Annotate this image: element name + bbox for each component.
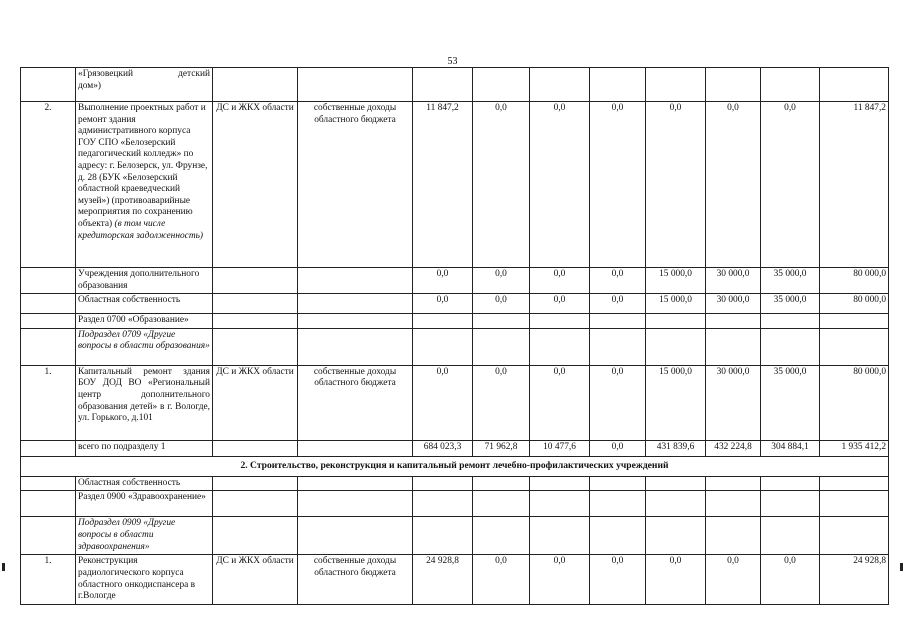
value-cell: 35 000,0 (761, 294, 820, 314)
row-name: Раздел 0900 «Здравоохранение» (76, 491, 213, 517)
value-cell: 0,0 (473, 294, 530, 314)
empty-cell (590, 328, 646, 365)
empty-cell (761, 328, 820, 365)
responsible-cell: ДС и ЖКХ области (213, 555, 298, 605)
empty-cell (590, 476, 646, 491)
value-cell: 0,0 (646, 555, 706, 605)
value-cell: 0,0 (706, 555, 761, 605)
empty-cell (413, 328, 473, 365)
empty-cell (646, 517, 706, 555)
empty-cell (706, 328, 761, 365)
empty-cell (413, 517, 473, 555)
empty-cell (213, 517, 298, 555)
source-cell (298, 268, 413, 294)
row-name: Подраздел 0709 «Другие вопросы в области образования» (76, 328, 213, 365)
table-row-capital-repair (21, 365, 889, 440)
value-cell: 684 023,3 (413, 440, 473, 456)
row-number: 1. (21, 555, 76, 605)
page-number: 53 (447, 56, 458, 67)
table-row-total (21, 440, 889, 456)
value-cell: 0,0 (413, 365, 473, 440)
empty-cell (298, 314, 413, 329)
value-cell (473, 68, 530, 102)
empty-cell (646, 491, 706, 517)
resp-cell (213, 294, 298, 314)
row-name-italic: (в том числе кредиторская задолженность) (78, 218, 203, 241)
empty-cell (646, 328, 706, 365)
row-name: всего по подразделу 1 (76, 440, 213, 456)
empty-cell (820, 476, 889, 491)
value-cell: 0,0 (530, 555, 590, 605)
row-name: Выполнение проектных работ и ремонт здания административного корпуса ГОУ СПО «Белозерский педагогический колледж» по адресу: г. Белозерск, ул. Фрунзе, д. 28 (БУК «Белозерский областной краеведческий музей») (противоаварийные мероприятия по сохранению объекта) (78, 103, 208, 229)
value-cell: 24 928,8 (413, 555, 473, 605)
empty-cell (213, 476, 298, 491)
table-row-section-0900 (21, 491, 889, 517)
value-cell: 0,0 (590, 294, 646, 314)
empty-cell (530, 517, 590, 555)
source-cell: собственные доходы областного бюджета (298, 555, 413, 605)
empty-cell (761, 491, 820, 517)
row-name: Областная собственность (76, 476, 213, 491)
row-name: Раздел 0700 «Образование» (76, 314, 213, 329)
value-cell: 80 000,0 (820, 365, 889, 440)
value-cell (761, 68, 820, 102)
name-cell (76, 102, 213, 268)
value-cell: 15 000,0 (646, 365, 706, 440)
empty-cell (590, 314, 646, 329)
value-cell: 0,0 (590, 268, 646, 294)
empty-cell (706, 476, 761, 491)
empty-cell (761, 517, 820, 555)
name-part: «Грязовецкий (78, 69, 133, 79)
responsible-cell: ДС и ЖКХ области (213, 102, 298, 268)
value-cell: 30 000,0 (706, 268, 761, 294)
value-cell: 0,0 (761, 555, 820, 605)
section-2-header-row (21, 456, 889, 476)
empty-cell (298, 517, 413, 555)
value-cell: 80 000,0 (820, 268, 889, 294)
empty-cell (530, 328, 590, 365)
source-cell: собственные доходы областного бюджета (298, 365, 413, 440)
num-cell (21, 476, 76, 491)
empty-cell (413, 476, 473, 491)
table-row-regional-property-2 (21, 476, 889, 491)
empty-cell (213, 328, 298, 365)
table-row-radiology (21, 555, 889, 605)
empty-cell (646, 314, 706, 329)
value-cell: 0,0 (590, 555, 646, 605)
empty-cell (646, 476, 706, 491)
value-cell: 0,0 (530, 268, 590, 294)
num-cell (21, 268, 76, 294)
empty-cell (530, 314, 590, 329)
empty-cell (530, 491, 590, 517)
scan-mark (2, 563, 5, 571)
value-cell: 0,0 (413, 268, 473, 294)
value-cell: 35 000,0 (761, 365, 820, 440)
empty-cell (820, 491, 889, 517)
value-cell: 30 000,0 (706, 365, 761, 440)
row-name: Областная собственность (76, 294, 213, 314)
table-row-subsection-0909 (21, 517, 889, 555)
empty-cell (473, 314, 530, 329)
value-cell (820, 68, 889, 102)
source-cell (298, 68, 413, 102)
empty-cell (213, 491, 298, 517)
scan-mark (900, 563, 903, 571)
table-row-institutions (21, 268, 889, 294)
value-cell: 304 884,1 (761, 440, 820, 456)
empty-cell (473, 491, 530, 517)
value-cell: 80 000,0 (820, 294, 889, 314)
value-cell (413, 68, 473, 102)
value-cell: 0,0 (590, 102, 646, 268)
empty-cell (590, 491, 646, 517)
source-cell: собственные доходы областного бюджета (298, 102, 413, 268)
num-cell (21, 491, 76, 517)
row-number: 1. (21, 365, 76, 440)
value-cell: 0,0 (590, 440, 646, 456)
table-row-subsection-0709 (21, 328, 889, 365)
value-cell: 0,0 (706, 102, 761, 268)
table-row-section-0700 (21, 314, 889, 329)
value-cell (530, 68, 590, 102)
source-cell (298, 440, 413, 456)
value-cell: 0,0 (473, 102, 530, 268)
value-cell: 0,0 (473, 365, 530, 440)
table-row-regional-property (21, 294, 889, 314)
value-cell: 15 000,0 (646, 294, 706, 314)
row-name: Реконструкция радиологического корпуса областного онкодиспансера в г.Вологде (76, 555, 213, 605)
responsible-cell: ДС и ЖКХ области (213, 365, 298, 440)
empty-cell (413, 314, 473, 329)
value-cell: 71 962,8 (473, 440, 530, 456)
num-cell (21, 440, 76, 456)
value-cell: 11 847,2 (413, 102, 473, 268)
row-name: Подраздел 0909 «Другие вопросы в области здравоохранения» (76, 517, 213, 555)
source-cell (298, 294, 413, 314)
empty-cell (213, 314, 298, 329)
value-cell (590, 68, 646, 102)
row-number: 2. (21, 102, 76, 268)
section-title: 2. Строительство, реконструкция и капитальный ремонт лечебно-профилактических учреждений (21, 456, 889, 476)
resp-cell (213, 268, 298, 294)
value-cell: 0,0 (646, 102, 706, 268)
empty-cell (706, 491, 761, 517)
value-cell: 432 224,8 (706, 440, 761, 456)
value-cell: 0,0 (590, 365, 646, 440)
empty-cell (413, 491, 473, 517)
value-cell (706, 68, 761, 102)
value-cell: 24 928,8 (820, 555, 889, 605)
num-cell (21, 328, 76, 365)
empty-cell (820, 328, 889, 365)
num-cell (21, 314, 76, 329)
empty-cell (298, 491, 413, 517)
empty-cell (706, 314, 761, 329)
empty-cell (820, 517, 889, 555)
row-name: Капитальный ремонт здания БОУ ДОД ВО «Региональный центр дополнительного образования детей» в г. Вологде, ул. Горького, д.101 (76, 365, 213, 440)
empty-cell (298, 328, 413, 365)
value-cell (646, 68, 706, 102)
value-cell: 0,0 (530, 102, 590, 268)
name-cell (76, 68, 213, 102)
empty-cell (298, 476, 413, 491)
value-cell: 10 477,6 (530, 440, 590, 456)
row-name: Учреждения дополнительного образования (76, 268, 213, 294)
empty-cell (761, 476, 820, 491)
value-cell: 0,0 (761, 102, 820, 268)
resp-cell (213, 440, 298, 456)
value-cell: 431 839,6 (646, 440, 706, 456)
value-cell: 0,0 (530, 294, 590, 314)
value-cell: 0,0 (413, 294, 473, 314)
value-cell: 15 000,0 (646, 268, 706, 294)
value-cell: 11 847,2 (820, 102, 889, 268)
empty-cell (530, 476, 590, 491)
value-cell: 1 935 412,2 (820, 440, 889, 456)
empty-cell (473, 517, 530, 555)
num-cell (21, 517, 76, 555)
budget-table (20, 67, 889, 605)
name-part: дом») (78, 80, 102, 91)
empty-cell (706, 517, 761, 555)
value-cell: 0,0 (473, 555, 530, 605)
empty-cell (761, 314, 820, 329)
num-cell (21, 68, 76, 102)
value-cell: 30 000,0 (706, 294, 761, 314)
table-row-gryazovets (21, 68, 889, 102)
empty-cell (820, 314, 889, 329)
empty-cell (473, 328, 530, 365)
value-cell: 0,0 (530, 365, 590, 440)
empty-cell (590, 517, 646, 555)
num-cell (21, 294, 76, 314)
empty-cell (473, 476, 530, 491)
value-cell: 35 000,0 (761, 268, 820, 294)
name-part: детский (178, 69, 210, 79)
table-row-belozersk (21, 102, 889, 268)
resp-cell (213, 68, 298, 102)
value-cell: 0,0 (473, 268, 530, 294)
